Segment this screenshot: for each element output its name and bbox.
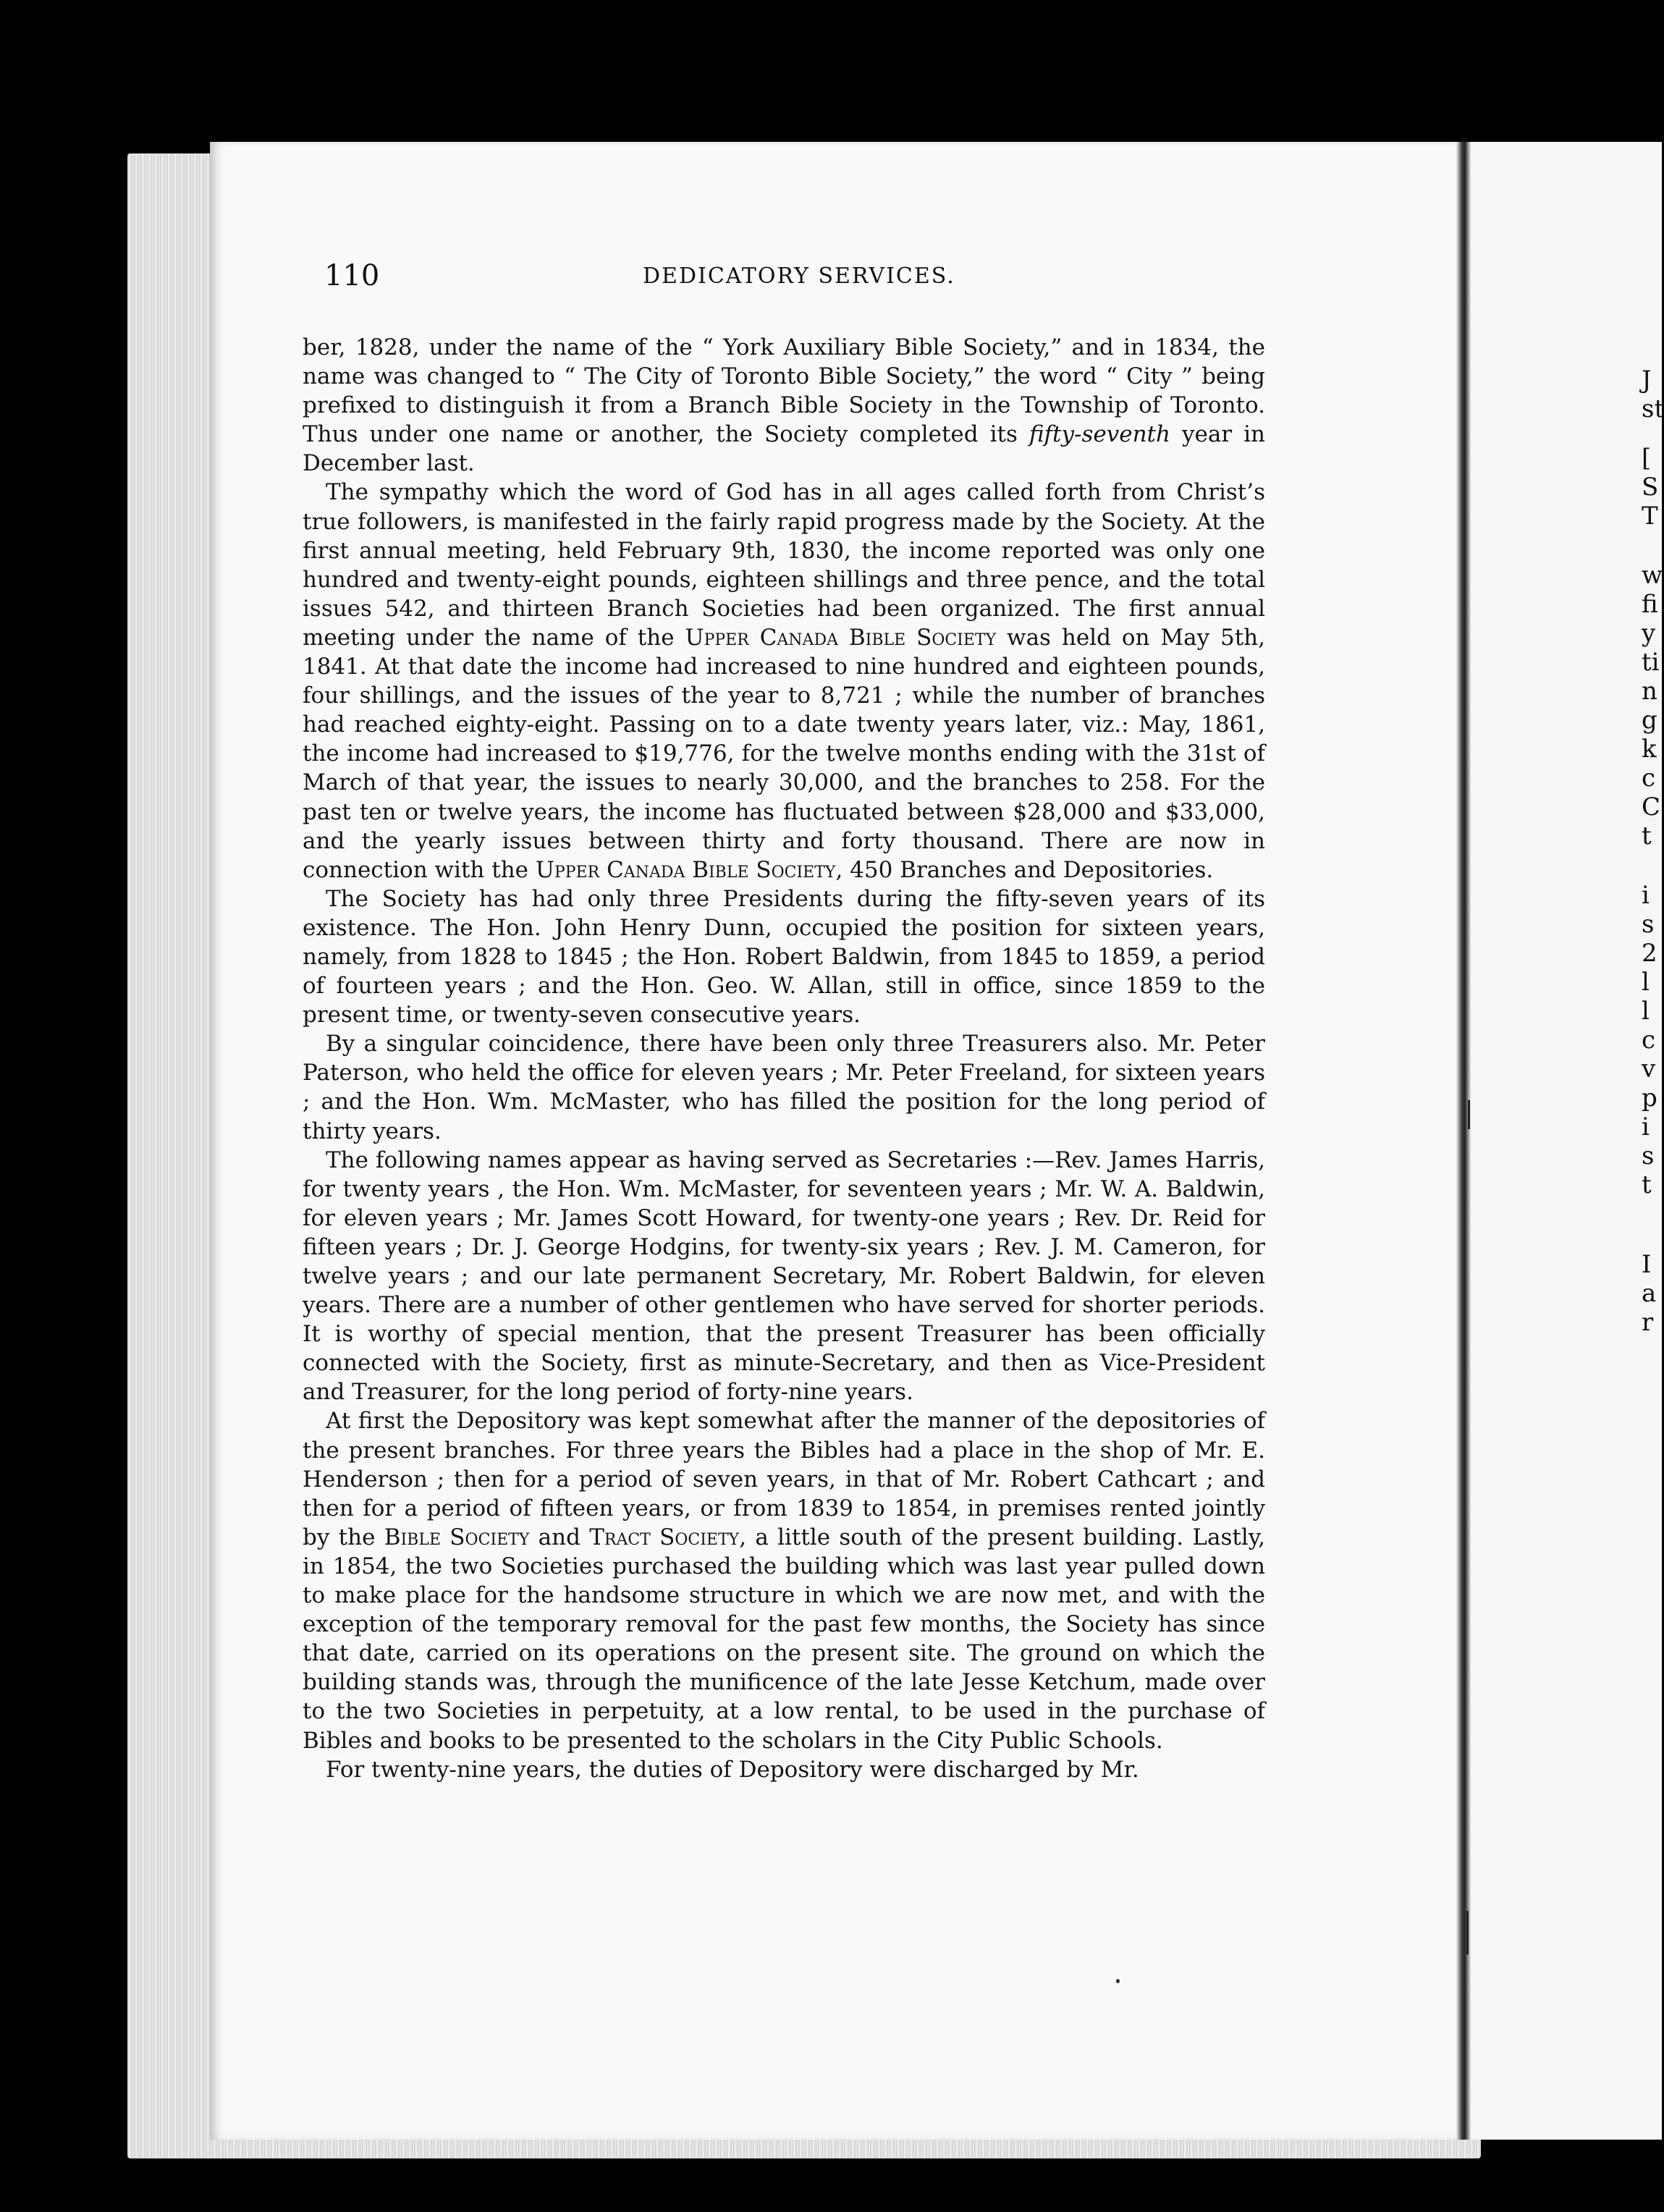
facing-page-letter: fi [1642, 590, 1658, 619]
paragraph: By a singular coincidence, there have been only three Treasurers also. Mr. Peter Paterson, who held the office for eleven years ; Mr. Peter Freeland, for sixteen years ; and the Hon. Wm. McMaster, who has filled the position for the long period of thirty years. [303, 1031, 1265, 1144]
facing-page-letter: s [1642, 910, 1655, 939]
facing-page-letter: c [1642, 1026, 1656, 1055]
facing-page-letter: y [1642, 619, 1656, 648]
small-caps-text: Bible Society [384, 1524, 530, 1550]
facing-page-letter: C [1642, 793, 1661, 822]
facing-page-letter: s [1642, 1141, 1655, 1170]
binding-thread [1466, 1911, 1469, 1954]
facing-page-letter: k [1642, 735, 1657, 764]
text-run: and [529, 1524, 590, 1550]
facing-page-letter: I [1642, 1250, 1652, 1279]
text-run: The sympathy which the word of God has in all ages called forth from Christ’s true followers, is manifested in the fairly rapid progress made by the Society. At the first annual meeting, held February 9th, 1830, the income reported was only one hundred and twenty-eight pounds, eighteen shillings and three pence, and the total issues 542, and thirteen Branch Societies had been organized. The first annual meeting under the name of the [303, 479, 1265, 651]
facing-page-letter: l [1642, 968, 1650, 997]
facing-page-letter: n [1642, 677, 1657, 706]
page-number: 110 [324, 259, 380, 292]
facing-page-letter: p [1642, 1084, 1657, 1113]
facing-page-letter: t [1642, 822, 1652, 850]
paragraph [303, 478, 1265, 884]
facing-page-letter: ti [1642, 648, 1660, 677]
paragraph: The Society has had only three Presidents during the fifty-seven years of its existence. The Hon. John Henry Dunn, occupied the position for sixteen years, namely, from 1828 to 1845 ; the Hon. Robert Baldwin, from 1845 to 1859, a period of fourteen years ; and the Hon. Geo. W. Allan, still in office, since 1859 to the present time, or twenty-seven consecutive years. [303, 885, 1265, 1029]
ink-speck [1116, 1979, 1120, 1983]
facing-page-letter: g [1642, 706, 1657, 735]
facing-page-letter: r [1642, 1308, 1654, 1337]
small-caps-text: Tract Society [589, 1524, 740, 1550]
facing-page-letter: T [1642, 502, 1658, 531]
facing-page-letter: st [1642, 394, 1664, 423]
text-run: year in December last. [303, 421, 1265, 477]
text-run: ber, 1828, under the name of the “ York Auxiliary Bible Society,” and in 1834, the name was changed to “ The City of Toronto Bible Society,” the word “ City ” being prefixed to distinguish it from a Branch Bible Society in the Township of Toronto. Thus under one name or another, the Society completed its [303, 334, 1265, 448]
facing-page-letter: v [1642, 1055, 1656, 1084]
italic-text: fifty-seventh [1029, 421, 1170, 448]
text-run: was held on May 5th, 1841. At that date the income had increased to nine hundred and eighteen pounds, four shillings, and the issues of the year to 8,721 ; while the number of branches had reached eighty-eight. Passing on to a date twenty years later, viz.: May, 1861, the income had increased to $19,776, for the twelve months ending with the 31st of March of that year, the issues to nearly 30,000, and the branches to 258. For the past ten or twelve years, the income has fluctuated between $28,000 and $33,000, and the yearly issues between thirty and forty thousand. There are now in connection with the [303, 624, 1265, 883]
facing-page-letter: c [1642, 764, 1656, 793]
facing-page-letter: i [1642, 1113, 1650, 1141]
text-run: , 450 Branches and Depositories. [835, 856, 1214, 883]
page-header [324, 259, 1264, 295]
facing-page-letter: S [1642, 473, 1659, 502]
paragraph [303, 333, 1265, 478]
facing-page-fragment [1471, 142, 1662, 2140]
facing-page-letter: [ [1642, 444, 1652, 473]
paragraph: The following names appear as having served as Secretaries :—Rev. James Harris, for twenty years , the Hon. Wm. McMaster, for seventeen years ; Mr. W. A. Baldwin, for eleven years ; Mr. James Scott Howard, for twenty-one years ; Rev. Dr. Reid for fifteen years ; Dr. J. George Hodgins, for twenty-six years ; Rev. J. M. Cameron, for twelve years ; and our late permanent Secretary, Mr. Robert Baldwin, for eleven years. There are a number of other gentlemen who have served for shorter periods. It is worthy of special mention, that the present Treasurer has been officially connected with the Society, first as minute-Secretary, and then as Vice-President and Treasurer, for the long period of forty-nine years. [303, 1147, 1265, 1406]
book-gutter [1456, 142, 1471, 2140]
facing-page-letter: 2 [1642, 939, 1657, 968]
small-caps-text: Upper Canada Bible Society [535, 856, 836, 883]
paragraph: For twenty-nine years, the duties of Depository were discharged by Mr. [326, 1756, 1139, 1783]
facing-page-letter: i [1642, 881, 1650, 910]
text-run: At first the Depository was kept somewhat after the manner of the depositories of the present branches. For three years the Bibles had a place in the shop of Mr. E. Henderson ; then for a period of seven years, in that of Mr. Robert Cathcart ; and then for a period of fifteen years, or from 1839 to 1854, in premises rented jointly by the [303, 1408, 1265, 1550]
facing-page-letter: J [1642, 366, 1652, 394]
facing-page-letter: w [1642, 561, 1663, 590]
paragraph [303, 1406, 1265, 1755]
text-run: , a little south of the present building. Lastly, in 1854, the two Societies purchased the building which was last year pulled down to make place for the handsome structure in which we are now met, and with the exception of the temporary removal for the past few months, the Society has since that date, carried on its operations on the present site. The ground on which the building stands was, through the munificence of the late Jesse Ketchum, made over to the two Societies in perpetuity, at a low rental, to be used in the purchase of Bibles and books to be presented to the scholars in the City Public Schools. [303, 1524, 1266, 1754]
facing-page-letter: a [1642, 1279, 1657, 1308]
facing-page-letter: l [1642, 997, 1650, 1026]
facing-page-letter: t [1642, 1170, 1652, 1199]
binding-thread [1468, 1100, 1470, 1129]
small-caps-text: Upper Canada Bible Society [685, 624, 997, 651]
running-head: DEDICATORY SERVICES. [643, 263, 955, 289]
body-text [303, 333, 1265, 1784]
